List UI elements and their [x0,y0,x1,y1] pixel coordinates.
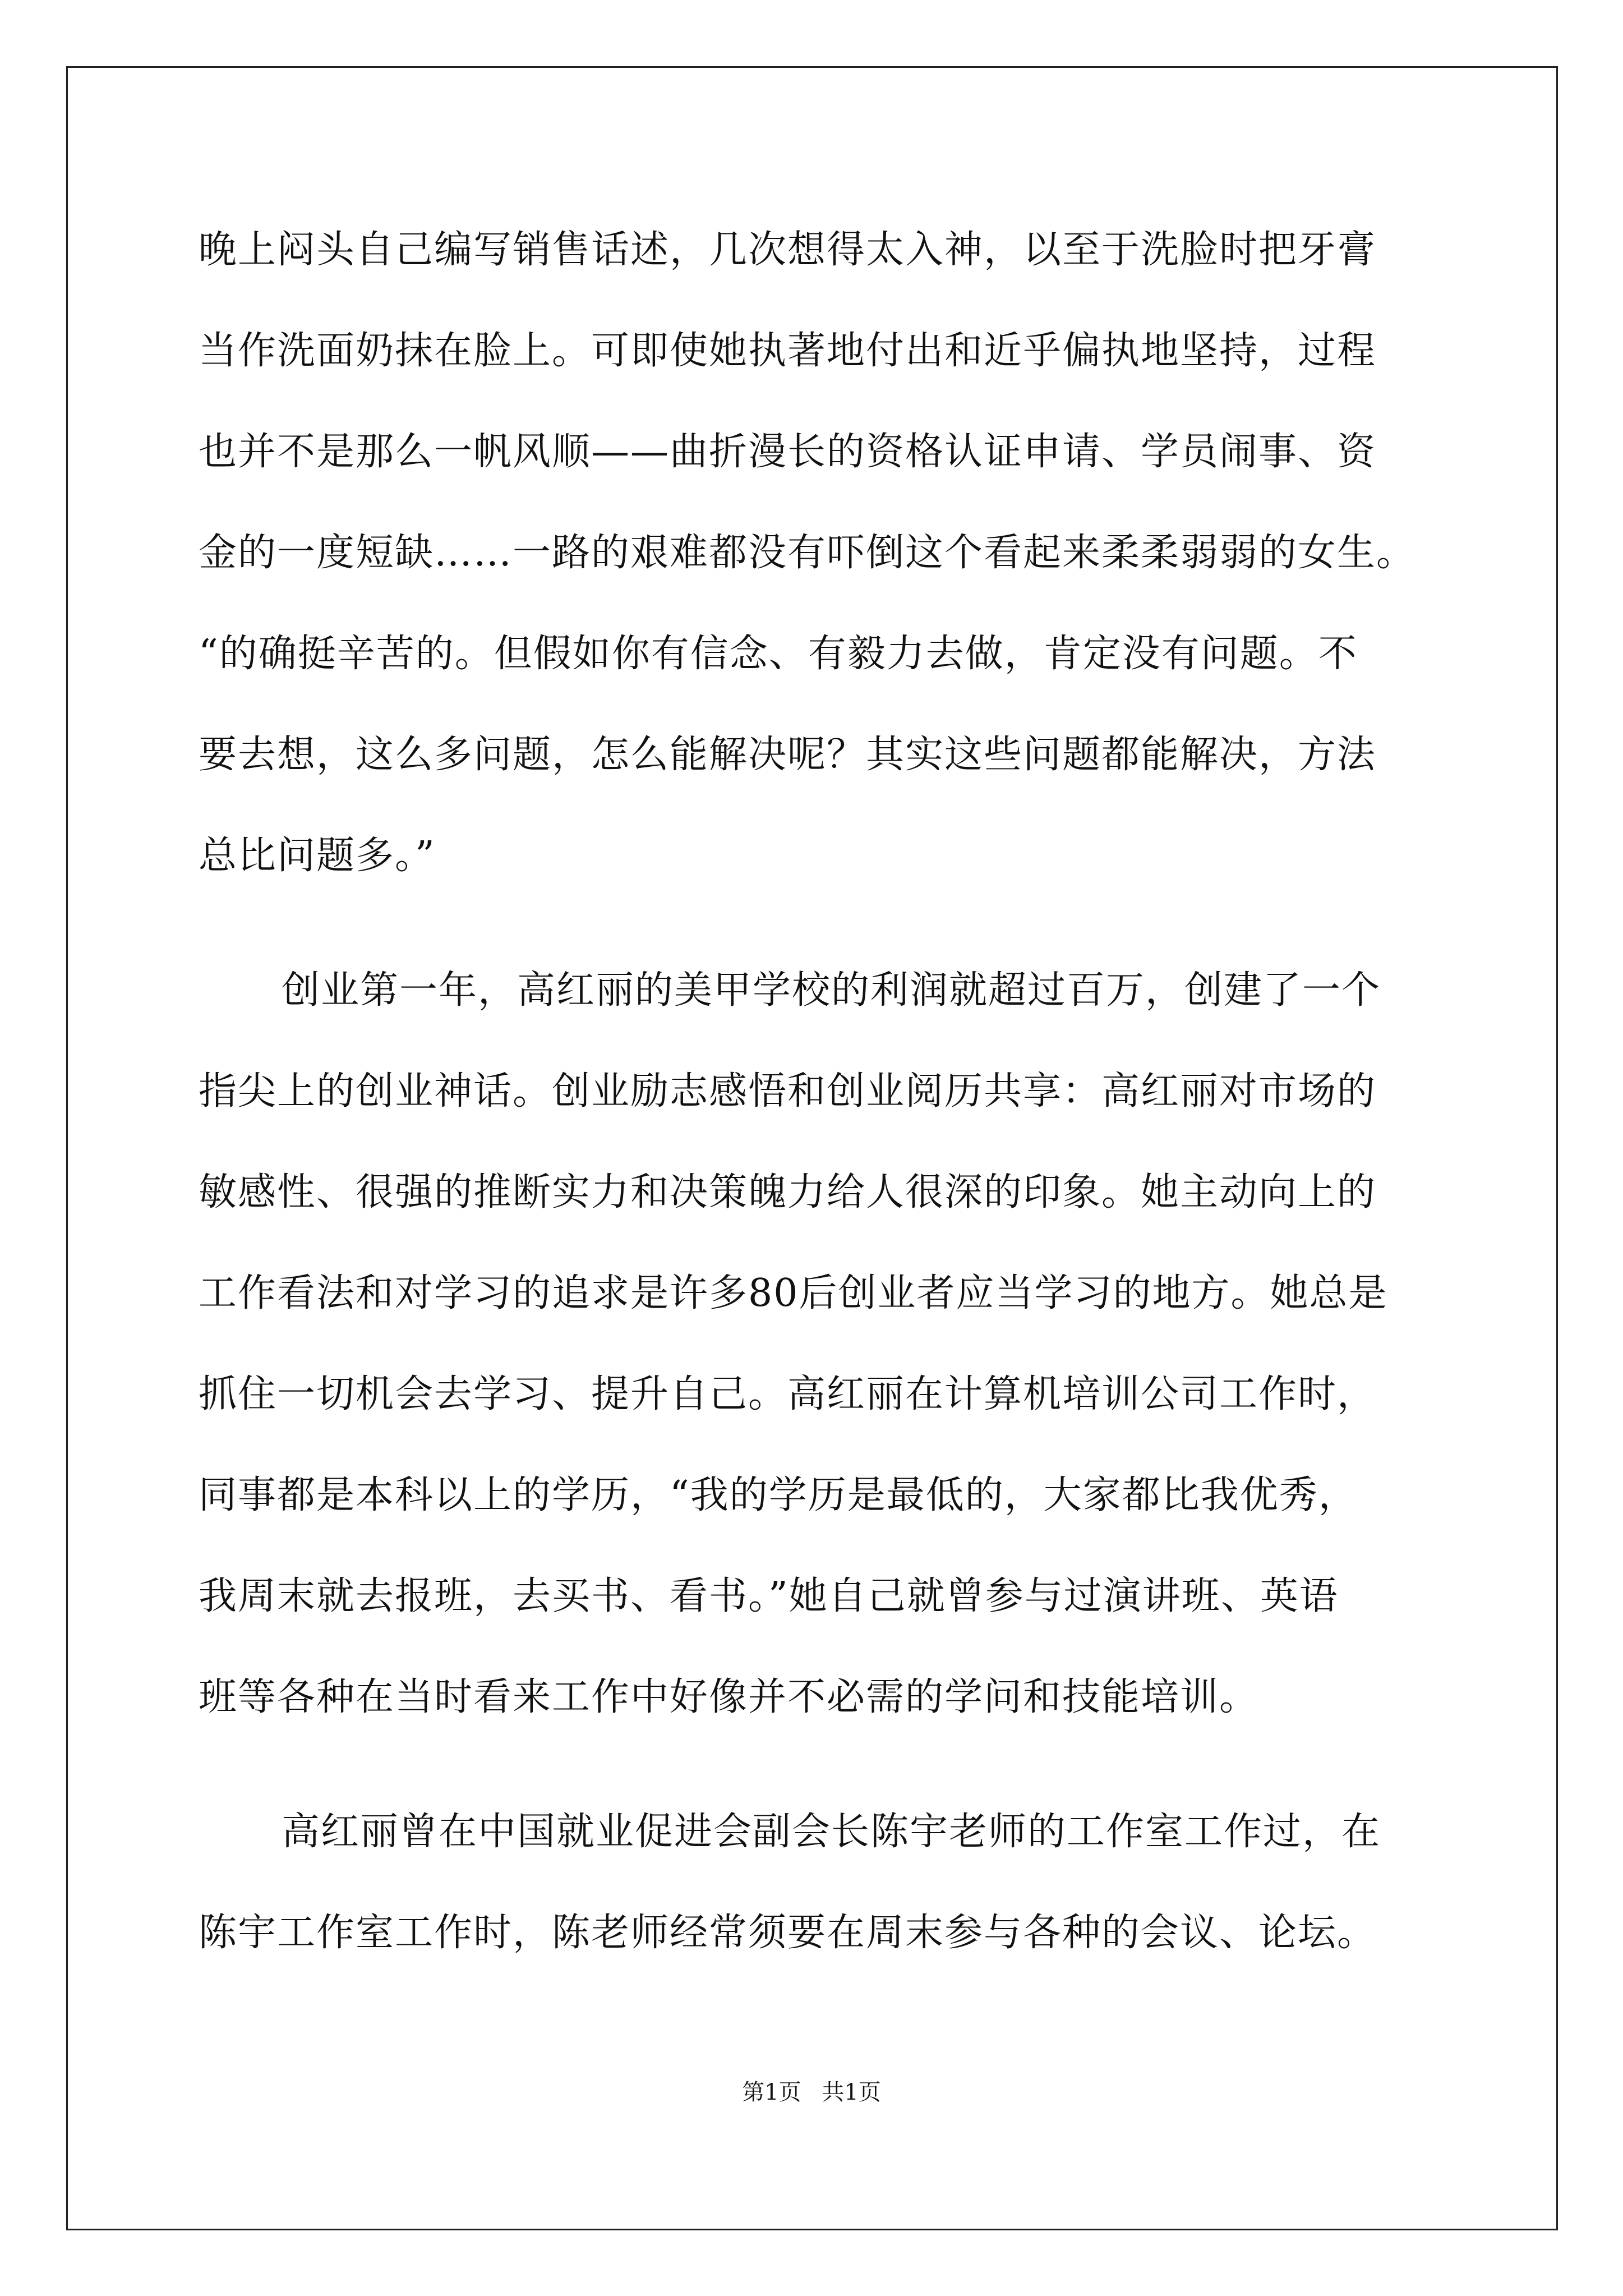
text-line: 总比问题多。” [199,834,436,878]
paragraph-spacer [199,1748,1432,1782]
paragraph [199,1782,1432,1984]
text-line: 我周末就去报班，去买书、看书。”她自己就曾参与过演讲班、英语 [199,1574,1339,1618]
text-line: 班等各种在当时看来工作中好像并不必需的学问和技能培训。 [199,1675,1259,1719]
text-line: 当作洗面奶抹在脸上。可即使她执著地付出和近乎偏执地坚持，过程 [199,329,1377,373]
text-line: 也并不是那么一帆风顺——曲折漫长的资格认证申请、学员闹事、资 [199,430,1377,474]
text-line: 敏感性、很强的推断实力和决策魄力给人很深的印象。她主动向上的 [199,1170,1377,1214]
text-line: 指尖上的创业神话。创业励志感悟和创业阅历共享：高红丽对市场的 [199,1069,1377,1114]
paragraph [199,200,1432,907]
text-line: 同事都是本科以上的学历，“我的学历是最低的，大家都比我优秀， [199,1473,1358,1517]
paragraph [199,940,1432,1748]
text-line: 创业第一年，高红丽的美甲学校的利润就超过百万，创建了一个 [282,968,1381,1013]
document-body [199,200,1432,1984]
text-line: 抓住一切机会去学习、提升自己。高红丽在计算机培训公司工作时， [199,1372,1377,1416]
text-line: 晚上闷头自己编写销售话述，几次想得太入神，以至于洗脸时把牙膏 [199,228,1377,272]
paragraph-spacer [199,907,1432,940]
text-line: “的确挺辛苦的。但假如你有信念、有毅力去做，肯定没有问题。不 [199,632,1358,676]
text-line: 金的一度短缺……一路的艰难都没有吓倒这个看起来柔柔弱弱的女生。 [199,531,1416,575]
page-footer [0,2078,1623,2106]
text-line: 工作看法和对学习的追求是许多80后创业者应当学习的地方。她总是 [199,1271,1388,1315]
page-total: 共1页 [822,2079,881,2105]
page-number: 第1页 [742,2079,801,2105]
text-line: 要去想，这么多问题，怎么能解决呢？其实这些问题都能解决，方法 [199,733,1377,777]
text-line: 高红丽曾在中国就业促进会副会长陈宇老师的工作室工作过，在 [282,1810,1381,1854]
text-line: 陈宇工作室工作时，陈老师经常须要在周末参与各种的会议、论坛。 [199,1911,1377,1955]
